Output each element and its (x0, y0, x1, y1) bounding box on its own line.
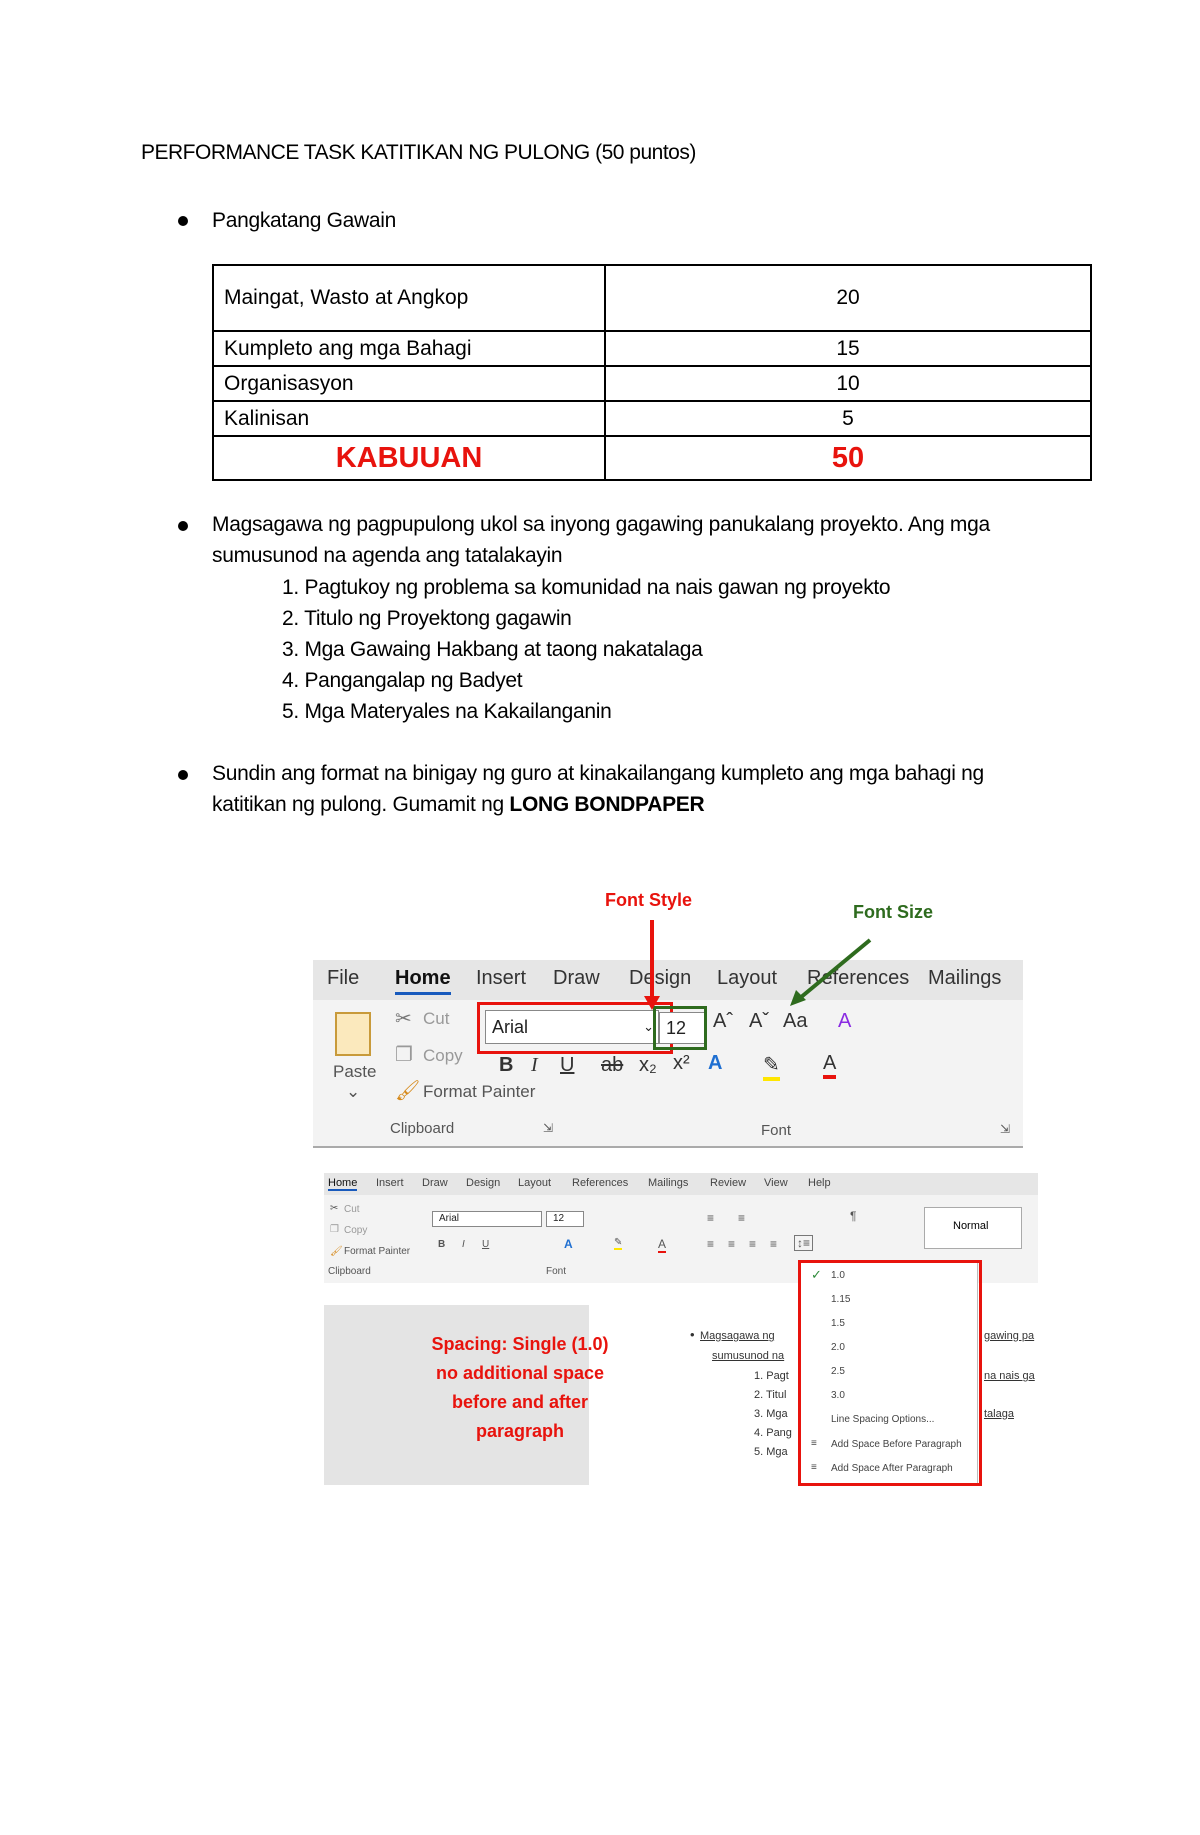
bullet-2-line-2: sumusunod na agenda ang tatalakayin (212, 544, 563, 567)
strikethrough-icon[interactable]: ab (601, 1054, 624, 1076)
doc-snippet-item: 2. Titul (754, 1389, 787, 1401)
clipboard-group-label: Clipboard (328, 1266, 371, 1277)
font-name-dropdown[interactable] (432, 1211, 542, 1227)
font-color-icon[interactable]: A (658, 1237, 667, 1251)
font-style-annotation: Font Style (605, 890, 693, 910)
checkmark-icon: ✓ (811, 1267, 822, 1282)
menu-item-3-0[interactable]: 3.0 (831, 1390, 845, 1401)
chevron-down-icon[interactable]: ⌄ (346, 1082, 361, 1101)
doc-snippet-right: talaga (984, 1408, 1014, 1420)
bullet-3-line-1: Sundin ang format na binigay ng guro at kinakailangang kumpleto ang mga bahagi ng (212, 762, 984, 785)
font-size-annotation: Font Size (853, 902, 933, 922)
font-size-dropdown[interactable] (546, 1211, 584, 1227)
tab-design[interactable]: Design (629, 967, 692, 989)
doc-snippet-item: 4. Pang (754, 1427, 792, 1439)
rubric-points: 5 (605, 401, 1091, 436)
style-normal[interactable] (924, 1207, 1022, 1249)
tab-view[interactable]: View (764, 1177, 788, 1189)
highlight-icon[interactable]: ✎ (763, 1052, 780, 1081)
align-left-icon[interactable]: ≡ (707, 1237, 715, 1251)
doc-snippet-item: 1. Pagt (754, 1370, 789, 1382)
font-group-label: Font (546, 1266, 567, 1277)
rubric-criterion: Kumpleto ang mga Bahagi (213, 331, 605, 366)
font-name-value: Arial (492, 1017, 529, 1037)
copy-icon[interactable]: ❐ (330, 1224, 339, 1235)
title-points: (50 puntos) (595, 141, 696, 164)
menu-item-1-0[interactable]: 1.0 (831, 1270, 845, 1281)
underline-icon[interactable]: U (560, 1054, 575, 1076)
font-size-arrow (800, 940, 870, 998)
rubric-criterion: Kalinisan (213, 401, 605, 436)
tab-mailings[interactable]: Mailings (648, 1177, 689, 1189)
style-normal-label: Normal (953, 1220, 989, 1232)
copy-icon[interactable]: ❐ (395, 1044, 413, 1066)
menu-item-space-before[interactable]: Add Space Before Paragraph (831, 1439, 962, 1450)
spacing-annotation: Spacing: Single (1.0) no additional space before and after paragraph (431, 1334, 609, 1441)
font-name-value: Arial (439, 1213, 460, 1224)
font-style-arrowhead (644, 996, 660, 1010)
menu-item-1-5[interactable]: 1.5 (831, 1318, 845, 1329)
tab-insert[interactable]: Insert (476, 967, 527, 989)
tab-layout[interactable]: Layout (717, 967, 778, 989)
menu-item-line-spacing-options[interactable]: Line Spacing Options... (831, 1414, 935, 1425)
justify-icon[interactable]: ≡ (770, 1237, 778, 1251)
line-spacing-icon[interactable]: ↕≡ (794, 1235, 813, 1251)
text-effects-icon[interactable]: A (708, 1052, 723, 1074)
numbering-icon[interactable]: ≡ (738, 1211, 746, 1225)
align-center-icon[interactable]: ≡ (728, 1237, 736, 1251)
tab-references[interactable]: References (807, 967, 910, 989)
rubric-points: 15 (605, 331, 1091, 366)
change-case-icon[interactable]: Aa (783, 1010, 808, 1032)
copy-label[interactable]: Copy (423, 1046, 463, 1065)
tab-home[interactable]: Home (395, 967, 451, 995)
copy-label[interactable]: Copy (344, 1225, 368, 1236)
rubric-criterion: Organisasyon (213, 366, 605, 401)
list-item: 3. Mga Gawaing Hakbang at taong nakatalaga (282, 638, 703, 661)
tab-help[interactable]: Help (808, 1177, 831, 1189)
bullet-3-prefix: katitikan ng pulong. Gumamit ng (212, 793, 504, 816)
tab-file[interactable]: File (327, 967, 360, 989)
text-effects-icon[interactable]: A (564, 1237, 573, 1251)
list-item: 5. Mga Materyales na Kakailanganin (282, 700, 612, 723)
bullet-2-line-1: Magsagawa ng pagpupulong ukol sa inyong gagawing panukalang proyekto. Ang mga (212, 513, 990, 536)
menu-item-1-15[interactable]: 1.15 (831, 1294, 851, 1305)
tab-draw[interactable]: Draw (422, 1177, 448, 1189)
menu-item-2-0[interactable]: 2.0 (831, 1342, 845, 1353)
paste-label[interactable]: Paste (333, 1062, 377, 1081)
grow-font-icon[interactable]: Aˆ (713, 1010, 733, 1032)
format-painter-label[interactable]: Format Painter (423, 1082, 536, 1101)
rubric-points: 10 (605, 366, 1091, 401)
font-size-arrowhead (790, 990, 806, 1006)
tab-references[interactable]: References (572, 1177, 629, 1189)
subscript-icon[interactable]: x₂ (639, 1054, 657, 1076)
format-painter-icon[interactable]: 🖌 (330, 1246, 343, 1257)
rubric-criterion: Maingat, Wasto at Angkop (213, 265, 605, 331)
doc-snippet-item: 5. Mga (754, 1446, 788, 1458)
rubric-total-points: 50 (605, 436, 1091, 480)
doc-snippet-line2: sumusunod na (712, 1350, 785, 1362)
doc-snippet-item: 3. Mga (754, 1408, 788, 1420)
align-right-icon[interactable]: ≡ (749, 1237, 757, 1251)
highlight-icon[interactable]: ✎ (614, 1237, 623, 1248)
chevron-down-icon: ⌄ (643, 1019, 654, 1034)
clear-formatting-icon[interactable]: A (838, 1010, 852, 1032)
tab-mailings[interactable]: Mailings (928, 967, 1002, 989)
font-size-value: 12 (666, 1018, 687, 1038)
cut-icon[interactable]: ✂ (395, 1008, 412, 1030)
tab-layout[interactable]: Layout (518, 1177, 552, 1189)
bullets-icon[interactable]: ≡ (707, 1211, 715, 1225)
title-main: PERFORMANCE TASK KATITIKAN NG PULONG (141, 141, 590, 164)
doc-bullet-dot: • (690, 1327, 695, 1342)
italic-icon[interactable]: I (531, 1054, 538, 1076)
tab-draw[interactable]: Draw (553, 967, 600, 989)
tab-home[interactable]: Home (328, 1177, 358, 1189)
ribbon-tabs (324, 1173, 1038, 1195)
dialog-launcher-icon[interactable]: ⇲ (543, 1121, 554, 1135)
superscript-icon[interactable]: x² (673, 1052, 690, 1074)
list-item: 1. Pagtukoy ng problema sa komunidad na nais gawan ng proyekto (282, 576, 891, 599)
doc-snippet-line1: Magsagawa ng (700, 1330, 775, 1342)
font-group-label: Font (761, 1122, 792, 1139)
list-item: 4. Pangangalap ng Badyet (282, 669, 523, 692)
clipboard-group-label: Clipboard (390, 1120, 455, 1137)
bold-icon[interactable]: B (499, 1054, 514, 1076)
font-color-icon[interactable]: A (823, 1052, 836, 1079)
cut-icon[interactable]: ✂ (330, 1203, 339, 1214)
menu-item-2-5[interactable]: 2.5 (831, 1366, 845, 1377)
pilcrow-icon[interactable]: ¶ (850, 1209, 857, 1223)
dialog-launcher-icon[interactable]: ⇲ (1000, 1122, 1011, 1136)
underline-icon[interactable]: U (482, 1239, 490, 1250)
italic-icon[interactable]: I (462, 1239, 465, 1250)
format-painter-label[interactable]: Format Painter (344, 1246, 411, 1257)
doc-snippet-right: gawing pa (984, 1330, 1035, 1342)
list-item: 2. Titulo ng Proyektong gagawin (282, 607, 572, 630)
rubric-total-label: KABUUAN (213, 436, 605, 480)
cut-label[interactable]: Cut (344, 1204, 360, 1215)
space-after-icon: ≡ (811, 1462, 817, 1473)
tab-review[interactable]: Review (710, 1177, 747, 1189)
font-size-value: 12 (553, 1213, 565, 1224)
space-before-icon: ≡ (811, 1438, 817, 1449)
shrink-font-icon[interactable]: Aˇ (749, 1010, 769, 1032)
doc-snippet-right: na nais ga (984, 1370, 1035, 1382)
bold-icon[interactable]: B (438, 1239, 446, 1250)
tab-insert[interactable]: Insert (376, 1177, 404, 1189)
bullet-3-bold: LONG BONDPAPER (509, 793, 705, 816)
line-spacing-highlight (798, 1260, 982, 1486)
cut-label[interactable]: Cut (423, 1009, 450, 1028)
bullet-text-1: Pangkatang Gawain (212, 209, 397, 232)
tab-design[interactable]: Design (466, 1177, 501, 1189)
rubric-points: 20 (605, 265, 1091, 331)
menu-item-space-after[interactable]: Add Space After Paragraph (831, 1463, 953, 1474)
format-painter-icon[interactable]: 🖌 (395, 1080, 421, 1102)
